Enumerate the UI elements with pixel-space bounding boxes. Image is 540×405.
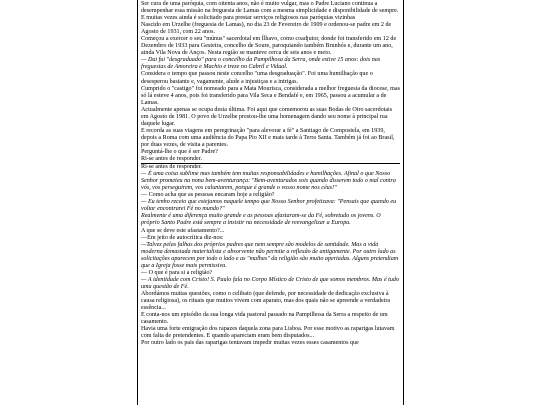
paragraph: Por outro lado os pais das raparigas tentavam impedir muitas vezes esses casamentos que xyxy=(141,340,359,347)
paragraph: Abordámos muitas questões, como o celibato (que defende, por necessidade de dedicação exclusiva à causa religiosa), os rituais que muitos vivem com aparato, mas dos quais não se apreende a verdadeira essência... xyxy=(141,290,391,312)
paragraph: — Como acha que as pessoas encaram hoje a religião? xyxy=(141,192,275,199)
paragraph: — A identidade com Cristo! S. Paulo fala no Corpo Místico de Cristo de que somos membros. Mas é tudo uma questão de Fé. xyxy=(141,276,400,290)
paragraph: — Dai fui "desgraduado" para o concelho da Pampilhosa da Serra, onde estive 15 anos: dois nas freguesias de Amoreira e Machio e treze no Cabril e Vidual. xyxy=(141,57,381,71)
paragraph: Cumprido o "castigo" foi nomeado para a Mata Mourisca, considerada a melhor freguesia da diocese, mas só lá esteve 4 anos, pois foi transferido para Vila Seca e Bendafé e, em 1965, passou a acumular a de Lamas. xyxy=(141,85,400,106)
paragraph: Havia uma forte emigração dos rapazes daquela zona para Lisboa. Por esse motivo as raparigas lutavam com falta de pretendentes. E quando apareciam eram bem disputados... xyxy=(141,326,395,340)
paragraph: E recorda as suas viagens em peregrinação "para alevorar a fé" a Santiago de Compostela, em 1939, depois a Roma com uma audiência do Papa Pio XII e mais tarde à Terra Santa. Também já foi ao Brasil, por duas vezes, de visita a parentes. xyxy=(141,127,395,148)
paragraph: Actualmente apenas se ocupa desta última. Foi aqui que comemorou as suas Bodas de Oiro sacerdotais em Agosto de 1981. O povo de Urzelhe prestou-lhe uma homenagem dando seu nome à principal rua daquele lugar. xyxy=(141,106,393,127)
paragraph: A que se deve este afastamento?... xyxy=(141,227,225,234)
paragraph: —Em jeito de autocrítica diz-nos: xyxy=(141,234,224,241)
paragraph: Ser cura de uma paróquia, com oitenta anos, não é muito vulgar, mas o Padre Luciano continua a desempenhar essa missão na freguesia de Lamas com a mesma simplicidade e disponibilidade de sempre. E muitas vezes ainda é solicitado para prestar serviços religiosos nas paróquias vizinhas xyxy=(141,1,399,22)
paragraph: — O que é para si a religião? xyxy=(141,269,213,276)
paragraph: —Talvez pelas falhas dos próprios padres que nem sempre são modelos de santidade. Mas a vida xyxy=(141,241,379,248)
paragraph: — Eu tenho receio que estejamos naquele tempo que Nosso Senhor profetizava: "Pensais que quando eu voltar encontrarei Fé no mundo?" xyxy=(141,199,397,213)
paragraph: Nascido em Urzelhe (freguesia de Lamas), no dia 23 de Fevereiro de 1909 e ordenou-se padre em 2 de Agosto de 1931, com 22 anos. xyxy=(141,22,392,36)
paragraph: Ri-se antes de responder. xyxy=(141,156,202,163)
paragraph: Perguntá-lhe o que é ser Padre? xyxy=(141,148,218,155)
paragraph: — É uma coisa sublime mas também tem muitas responsabilidades e humilhações. Afinal o que Nosso Senhor prometeu na nona bem-aventurança: "Bem-aventurados sois quando disserem todo o mal contra vós, vos perseguirem, vos caluniarem, porque é grande o vosso nome nos céus!" xyxy=(141,171,396,192)
document-frame xyxy=(137,0,404,405)
document-body xyxy=(138,0,403,347)
paragraph: Realmente é uma diferença muito grande e as pessoas afastaram-se da Fé, sobretudo os jovens. O próprio Santo Padre está sempre a insistir na necessidade de reevangelizar a Europa. xyxy=(141,213,381,227)
paragraph: Começou a exercer o seu "múnus" sacerdotal em Ílhavo, como coadjutor, donde foi transferido em 12 de Dezembro de 1933 para Gesteira, concelho de Soure, paroquiando também Brunhós e, durante um ano, ainda Vila Nova de Anços. Nesta região se manteve cerca de seis anos e meio. xyxy=(141,36,397,57)
paragraph: moderna demasiada materialista e absorvente não permite a reflexão de antigamente. Por outro lado as solicitações aparecem por todo o lado e as "malhas" da religião são muito apertadas. Alguns pretendiam que a Igreja fosse mais permissiva. xyxy=(141,248,399,269)
paragraph: Considera o tempo que passou neste concelho "uma desgraduação". Foi uma humilhação que o desesperou bastante e, vagamente, alude a injustiças e a intrigas. xyxy=(141,71,373,85)
paragraph: Ri-se antes de responder. xyxy=(141,164,202,171)
paragraph: E conta-nos um episódio da sua longa vida pastoral passado na Pampilhosa da Serra a respeito de um casamento. xyxy=(141,312,388,326)
